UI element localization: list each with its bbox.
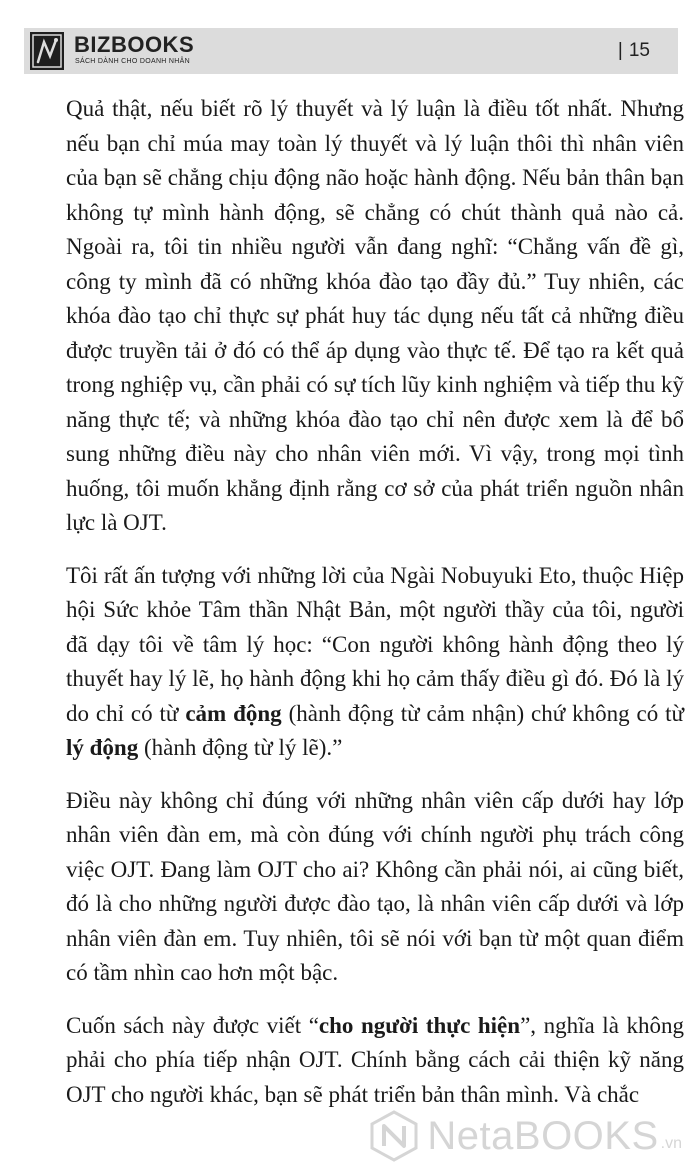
page-number (618, 40, 650, 62)
brand-name: BIZBOOKS (74, 32, 195, 57)
bizbooks-logo-icon (30, 32, 64, 70)
text-segment: ”, nghĩa là không phải cho phía tiếp nhận OJT. Chính bằng cách cải thiện kỹ năng OJT cho người khác, bạn sẽ phát triển bản thân mình. Và chắc (66, 1012, 684, 1107)
text-segment: Điều này không chỉ đúng với những nhân viên cấp dưới hay lớp nhân viên đàn em, mà còn đúng với chính người phụ trách công việc OJT. Đang làm OJT cho ai? Không cần phải nói, ai cũng biết, đó là cho những người được đào tạo, là nhân viên cấp dưới và lớp nhân viên đàn em. Tuy nhiên, tôi sẽ nói với bạn từ một quan điểm có tầm nhìn cao hơn một bậc. (66, 787, 684, 985)
page-header (24, 28, 678, 74)
paragraph (66, 1009, 684, 1113)
paragraph (66, 784, 684, 991)
text-segment: Cuốn sách này được viết “ (66, 1012, 319, 1038)
watermark (367, 1108, 682, 1164)
watermark-text: NetaBOOKS (427, 1113, 659, 1158)
brand-tagline: SÁCH DÀNH CHO DOANH NHÂN (75, 58, 190, 65)
paragraph (66, 92, 684, 541)
watermark-suffix: .vn (660, 1135, 682, 1152)
text-segment: Quả thật, nếu biết rõ lý thuyết và lý luận là điều tốt nhất. Nhưng nếu bạn chỉ múa may toàn lý thuyết và lý luận thôi thì nhân viên của bạn sẽ chẳng chịu động não hoặc hành động. Nếu bản thân bạn không tự mình hành động, sẽ chẳng có chút thành quả nào cả. Ngoài ra, tôi tin nhiều người vẫn đang nghĩ: “Chẳng vấn đề gì, công ty mình đã có những khóa đào tạo đầy đủ.” Tuy nhiên, các khóa đào tạo chỉ thực sự phát huy tác dụng nếu tất cả những điều được truyền tải ở đó có thể áp dụng vào thực tế. Để tạo ra kết quả trong nghiệp vụ, cần phải có sự tích lũy kinh nghiệm và tiếp thu kỹ năng thực tế; và những khóa đào tạo chỉ nên được xem là để bổ sung những điều này cho nhân viên mới. Vì vậy, trong mọi tình huống, tôi muốn khẳng định rằng cơ sở của phát triển nguồn nhân lực là OJT. (66, 96, 684, 535)
page-number-separator: | (617, 40, 623, 61)
text-segment: (hành động từ lý lẽ).” (138, 735, 343, 760)
page-number-value: 15 (628, 40, 650, 61)
text-segment: Tôi rất ấn tượng với những lời của Ngài Nobuyuki Eto, thuộc Hiệp hội Sức khỏe Tâm thần Nhật Bản, một người thầy của tôi, người đã dạy tôi về tâm lý học: “Con người không hành động theo lý thuyết hay lý lẽ, họ hành động khi họ cảm thấy điều gì đó. Đó là lý do chỉ có từ (66, 562, 684, 726)
netabooks-logo-icon (367, 1109, 421, 1163)
bold-term: cho người thực hiện (318, 1012, 521, 1038)
text-segment: (hành động từ cảm nhận) chứ không có từ (281, 700, 685, 726)
bold-term: lý động (66, 735, 139, 760)
bold-term: cảm động (185, 700, 282, 726)
paragraph (66, 559, 684, 766)
body-text (66, 92, 684, 1130)
